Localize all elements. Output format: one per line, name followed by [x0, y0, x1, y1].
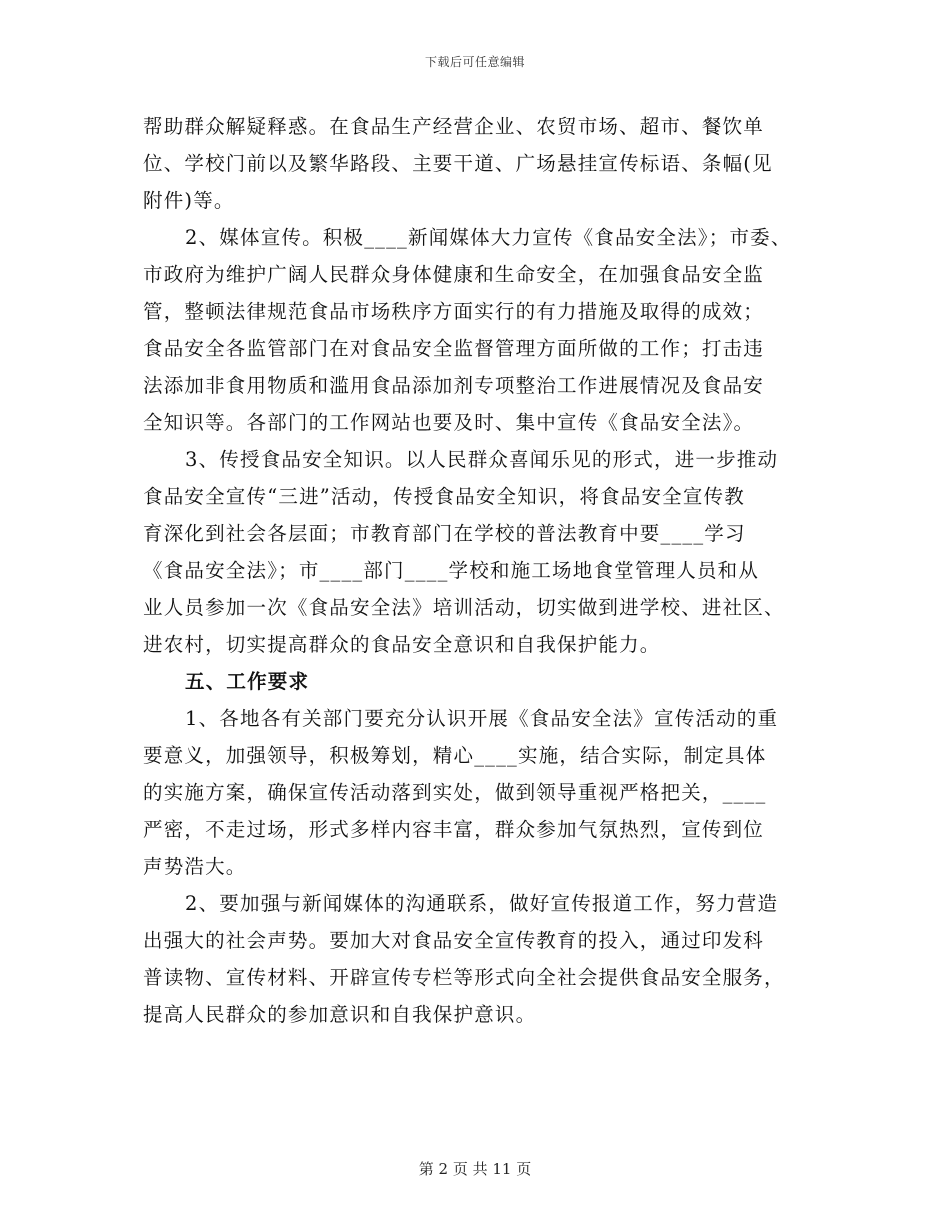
body-line: 的实施方案，确保宣传活动落到实处，做到领导重视严格把关，____ — [143, 781, 767, 804]
body-line: 食品安全各监管部门在对食品安全监督管理方面所做的工作；打击违 — [143, 337, 765, 360]
body-line: 食品安全宣传“三进”活动，传授食品安全知识，将食品安全宣传教 — [143, 485, 745, 508]
body-line: 管，整顿法律规范食品市场秩序方面实行的有力措施及取得的成效； — [143, 300, 765, 323]
page-header: 下载后可任意编辑 — [424, 55, 525, 69]
body-line: 要意义，加强领导，积极筹划，精心____实施，结合实际，制定具体 — [143, 744, 767, 767]
body-line: 进农村，切实提高群众的食品安全意识和自我保护能力。 — [143, 633, 661, 656]
paragraph-start-line: 2、要加强与新闻媒体的沟通联系，做好宣传报道工作，努力营造 — [185, 892, 779, 915]
page-number-footer: 第 2 页 共 11 页 — [418, 1160, 532, 1178]
body-line: 帮助群众解疑释惑。在食品生产经营企业、农贸市场、超市、餐饮单 — [143, 115, 765, 138]
paragraph-start-line: 2、媒体宣传。积极____新闻媒体大力宣传《食品安全法》；市委、 — [185, 226, 792, 249]
body-line: 法添加非食用物质和滥用食品添加剂专项整治工作进展情况及食品安 — [143, 374, 765, 397]
body-line: 出强大的社会声势。要加大对食品安全宣传教育的投入，通过印发科 — [143, 929, 765, 952]
body-line: 附件)等。 — [143, 189, 235, 212]
body-line: 育深化到社会各层面；市教育部门在学校的普法教育中要____学习 — [143, 522, 746, 545]
body-line: 位、学校门前以及繁华路段、主要干道、广场悬挂宣传标语、条幅(见 — [143, 152, 773, 175]
paragraph-start-line: 3、传授食品安全知识。以人民群众喜闻乐见的形式，进一步推动 — [185, 448, 779, 471]
body-line: 《食品安全法》；市____部门____学校和施工场地食堂管理人员和从 — [143, 559, 760, 582]
body-line: 普读物、宣传材料、开辟宣传专栏等形式向全社会提供食品安全服务， — [143, 966, 785, 989]
section-heading: 五、工作要求 — [185, 670, 310, 693]
body-line: 严密，不走过场，形式多样内容丰富，群众参加气氛热烈，宣传到位 — [143, 818, 765, 841]
paragraph-start-line: 1、各地各有关部门要充分认识开展《食品安全法》宣传活动的重 — [185, 707, 779, 730]
body-line: 提高人民群众的参加意识和自我保护意识。 — [143, 1003, 537, 1026]
body-line: 声势浩大。 — [143, 855, 247, 878]
body-line: 业人员参加一次《食品安全法》培训活动，切实做到进学校、进社区、 — [143, 596, 785, 619]
body-line: 全知识等。各部门的工作网站也要及时、集中宣传《食品安全法》。 — [143, 411, 755, 434]
body-line: 市政府为维护广阔人民群众身体健康和生命安全，在加强食品安全监 — [143, 263, 765, 286]
